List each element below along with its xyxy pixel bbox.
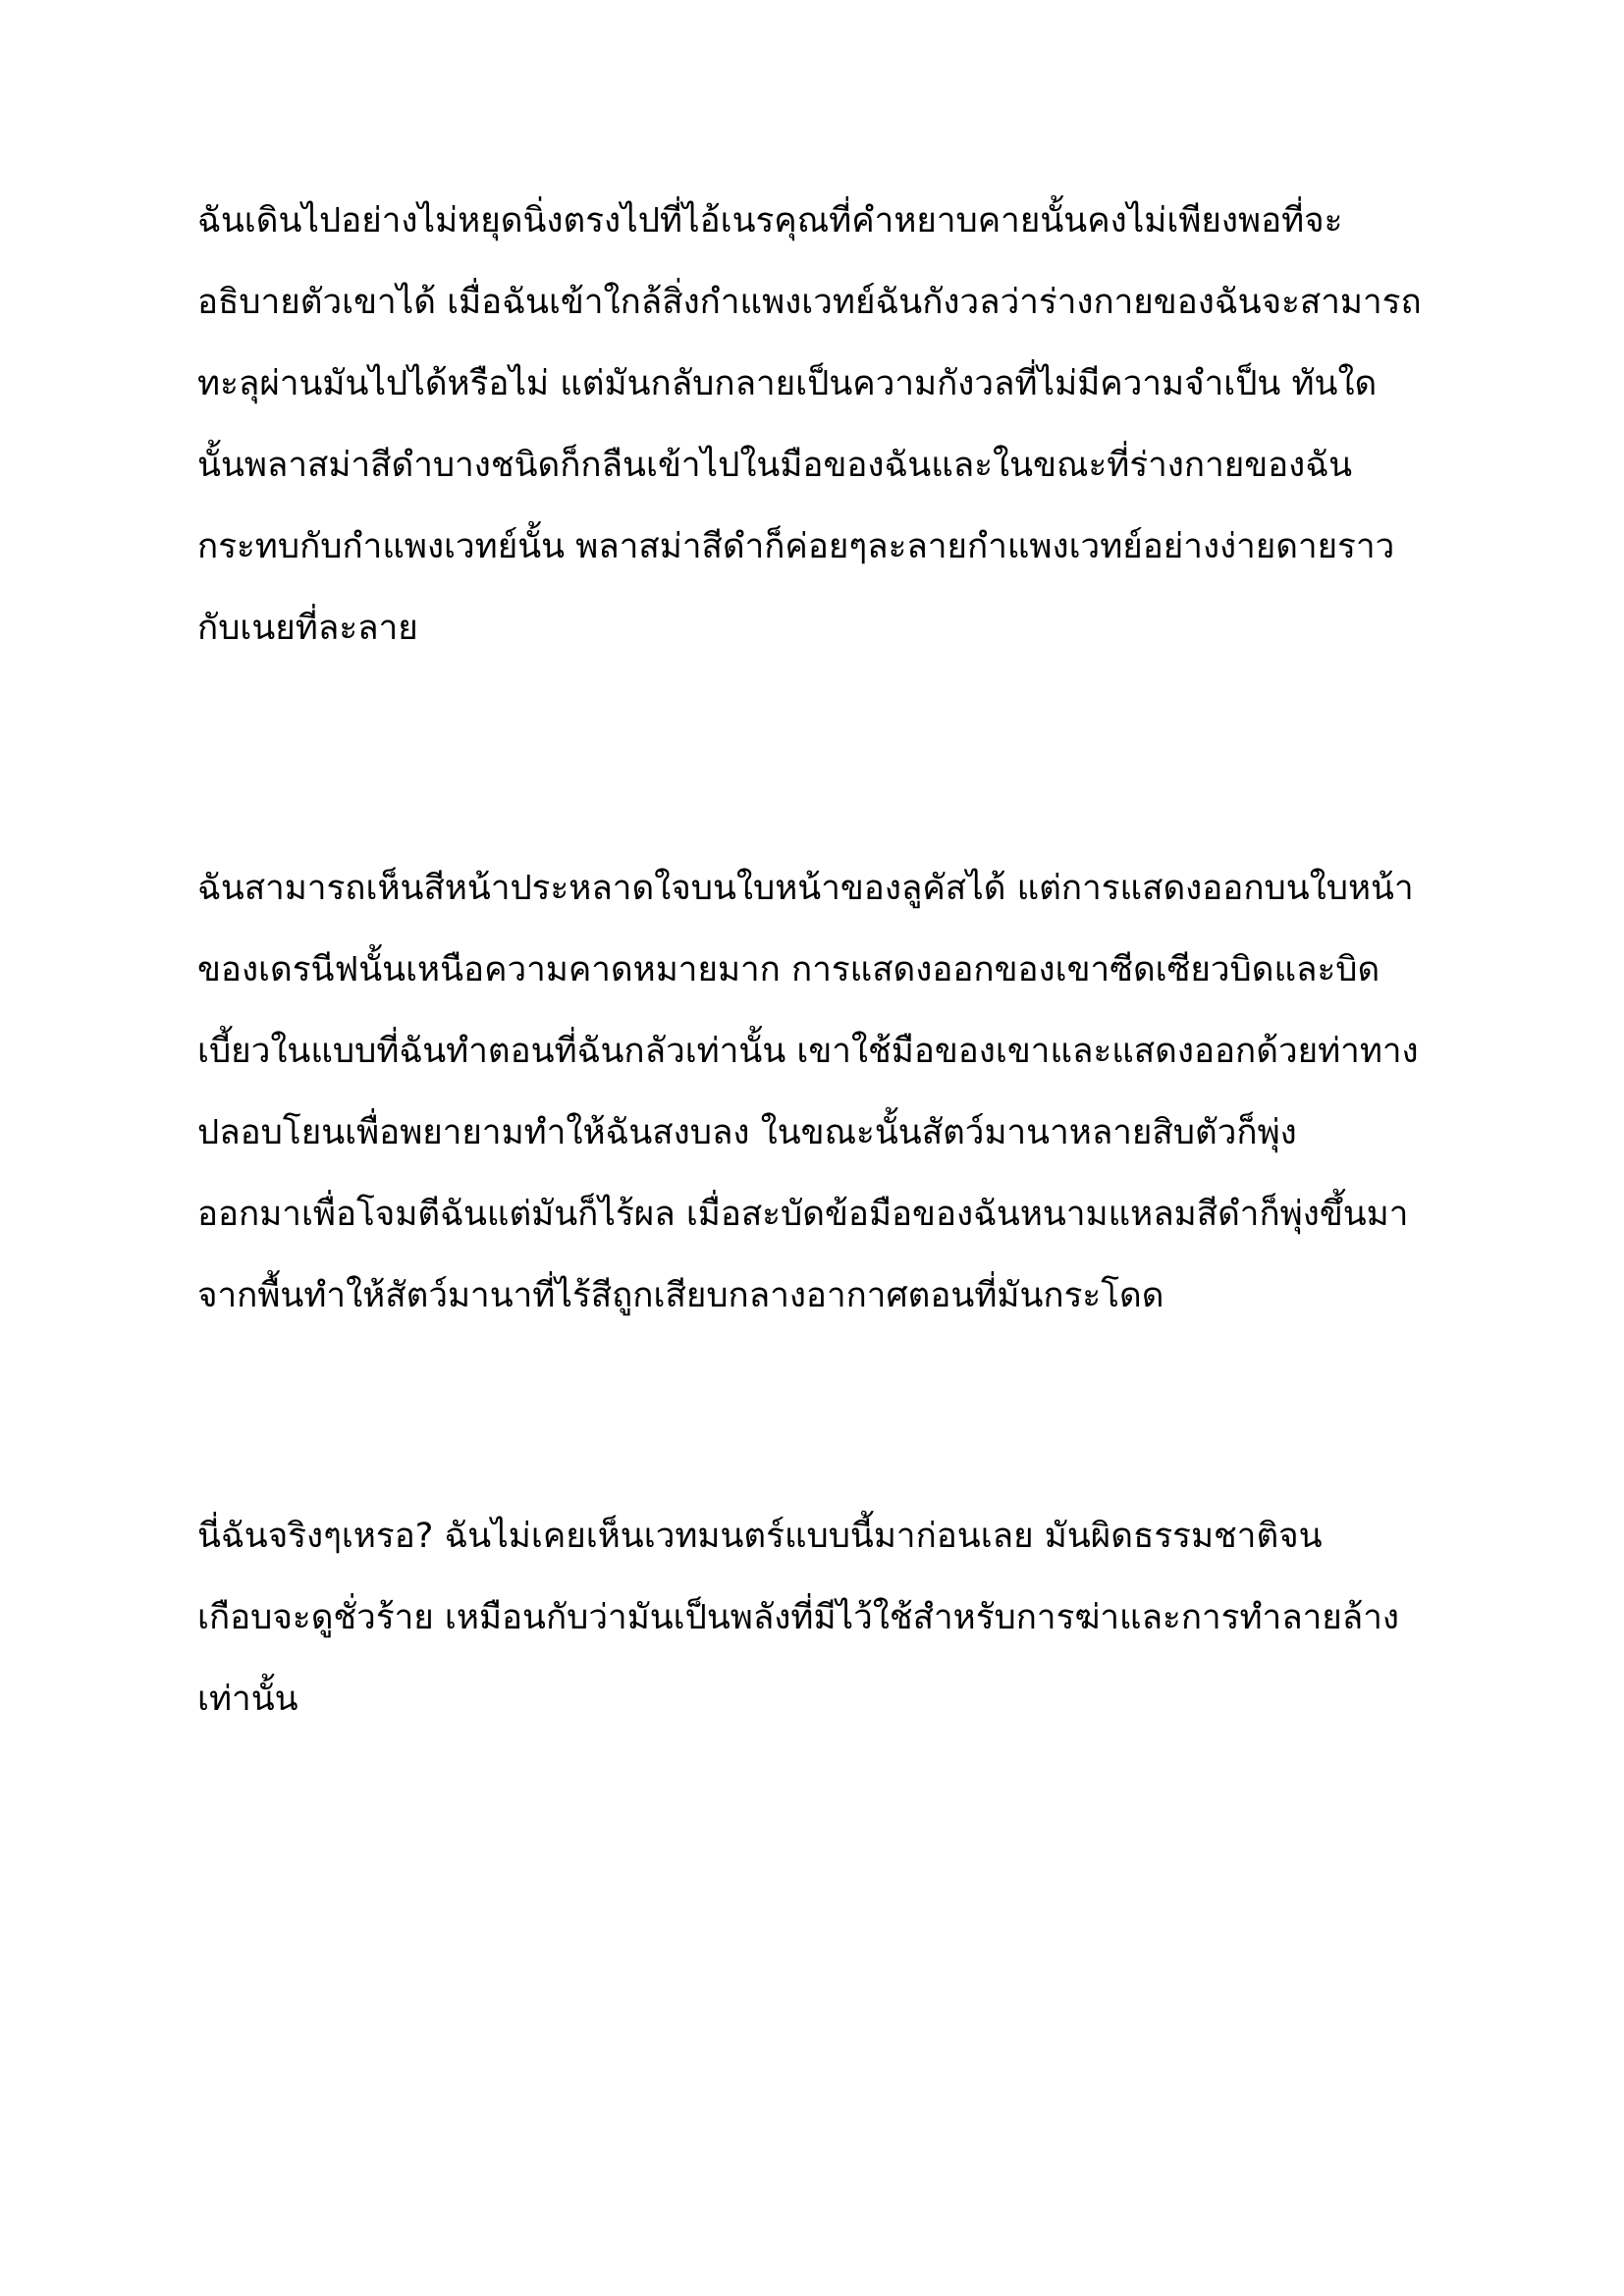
paragraph-line: ฉันเดินไปอย่างไม่หยุดนิ่งตรงไปที่ไอ้เนรคุณที่คำหยาบคายนั้นคงไม่เพียงพอที่จะ [197, 201, 1343, 240]
paragraph-line: เกือบจะดูชั่วร้าย เหมือนกับว่ามันเป็นพลังที่มีไว้ใช้สำหรับการฆ่าและการทำลายล้าง [197, 1598, 1399, 1637]
paragraph-line: กับเนยที่ละลาย [197, 609, 418, 648]
paragraph-line: ทะลุผ่านมันไปได้หรือไม่ แต่มันกลับกลายเป็นความกังวลที่ไม่มีความจำเป็น ทันใด [197, 364, 1378, 403]
paragraph-line: นั้นพลาสม่าสีดำบางชนิดก็กลืนเข้าไปในมือของฉันและในขณะที่ร่างกายของฉัน [197, 446, 1353, 485]
paragraph-line: เบี้ยวในแบบที่ฉันทำตอนที่ฉันกลัวเท่านั้น เขาใช้มือของเขาและแสดงออกด้วยท่าทาง [197, 1032, 1419, 1071]
paragraph-line: จากพื้นทำให้สัตว์มานาที่ไร้สีถูกเสียบกลางอากาศตอนที่มันกระโดด [197, 1276, 1164, 1315]
paragraph-line: ออกมาเพื่อโจมตีฉันแต่มันก็ไร้ผล เมื่อสะบัดข้อมือของฉันหนามแหลมสีดำก็พุ่งขึ้นมา [197, 1195, 1409, 1234]
paragraph-line: อธิบายตัวเขาได้ เมื่อฉันเข้าใกล้สิ่งกำแพงเวทย์ฉันกังวลว่าร่างกายของฉันจะสามารถ [197, 283, 1422, 322]
paragraph-line: ของเดรนีฟนั้นเหนือความคาดหมายมาก การแสดงออกของเขาซีดเซียวบิดและบิด [197, 950, 1380, 989]
paragraph-line: ฉันสามารถเห็นสีหน้าประหลาดใจบนใบหน้าของลูคัสได้ แต่การแสดงออกบนใบหน้า [197, 869, 1414, 908]
paragraph-line: ปลอบโยนเพื่อพยายามทำให้ฉันสงบลง ในขณะนั้นสัตว์มานาหลายสิบตัวก็พุ่ง [197, 1113, 1297, 1152]
paragraph-line: กระทบกับกำแพงเวทย์นั้น พลาสม่าสีดำก็ค่อยๆละลายกำแพงเวทย์อย่างง่ายดายราว [197, 527, 1395, 566]
paragraph-line: เท่านั้น [197, 1680, 298, 1719]
paragraph-line: นี่ฉันจริงๆเหรอ? ฉันไม่เคยเห็นเวทมนตร์แบบนี้มาก่อนเลย มันผิดธรรมชาติจน [197, 1517, 1323, 1556]
